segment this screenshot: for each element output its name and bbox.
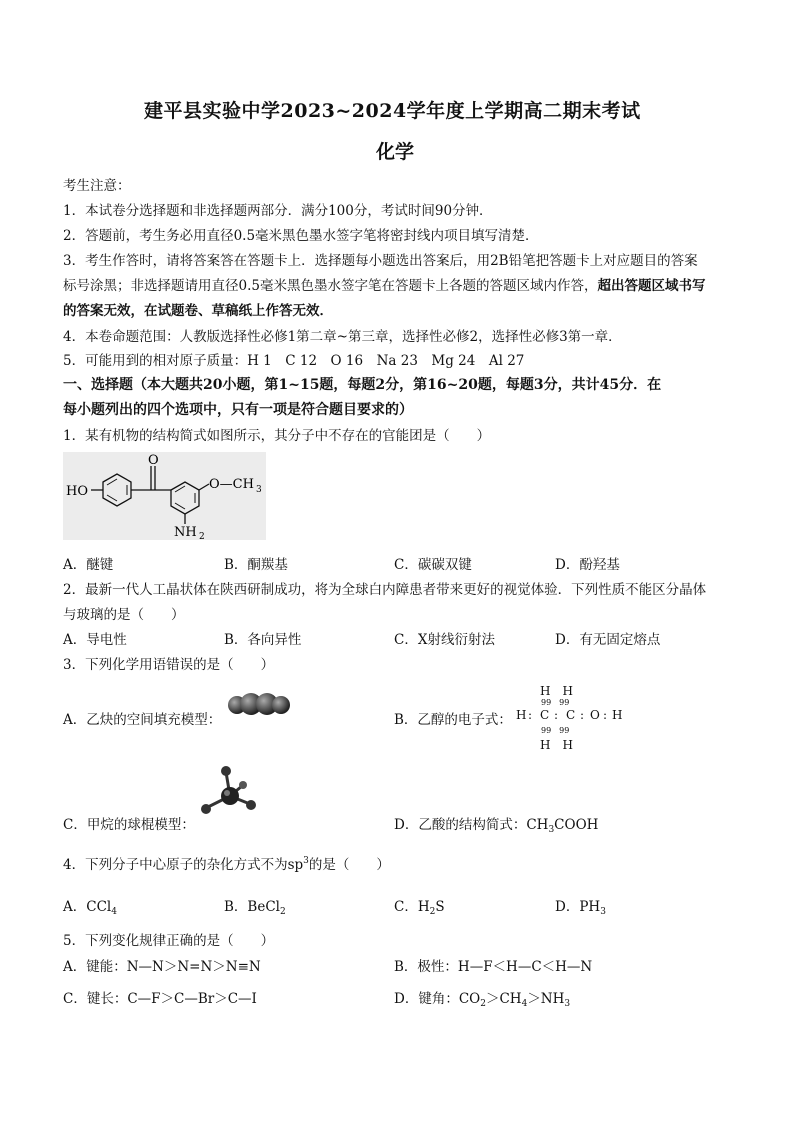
q2-option-c: C．X射线衍射法 — [394, 632, 495, 648]
q2-option-b: B．各向异性 — [224, 632, 302, 648]
methane-model-svg — [198, 764, 262, 824]
q1-structure-svg — [63, 452, 266, 540]
q1-struct-o: O — [148, 453, 159, 468]
notice-item-4: 4．本卷命题范围：人教版选择性必修1第二章~第三章，选择性必修2，选择性必修3第一章． — [63, 329, 622, 345]
q1-option-c: C．碳碳双键 — [394, 557, 472, 573]
q1-struct-ho: HO — [66, 484, 88, 499]
section-heading-line1: 一、选择题（本大题共20小题，第1~15题，每题2分，第16~20题，每题3分，共计45分．在 — [63, 377, 662, 393]
q3-option-d-formula: CH — [526, 817, 549, 833]
notice-heading: 考生注意： — [63, 178, 131, 194]
ef-colon-3: : — [580, 708, 585, 722]
q4-option-b-sub: 2 — [279, 907, 286, 917]
ef-o: O — [590, 708, 600, 722]
ef-h-left: H — [516, 708, 527, 722]
q4-option-d — [555, 895, 606, 917]
q5-option-d — [394, 987, 570, 1009]
exam-title: 建平县实验中学2023~2024学年度上学期高二期末考试 — [144, 100, 641, 122]
q3-option-b-label: B．乙醇的电子式： — [394, 712, 512, 728]
q3-option-d — [394, 813, 598, 835]
q3-option-c: C．甲烷的球棍模型： — [63, 817, 195, 833]
q3-option-a: A．乙炔的空间填充模型： — [63, 712, 222, 728]
q4-option-c-sub: 2 — [429, 907, 436, 917]
q5-option-d-sub2: 4 — [521, 999, 528, 1009]
subject-title: 化学 — [376, 141, 415, 163]
notice-item-1: 1．本试卷分选择题和非选择题两部分．满分100分，考试时间90分钟． — [63, 203, 493, 219]
notice-item-3-cont — [63, 274, 705, 294]
q3-option-d-sub: 3 — [548, 825, 555, 835]
q1-structure-figure — [63, 452, 266, 540]
q3-option-d-label: D．乙酸的结构简式： — [394, 817, 527, 833]
ef-h-right: H — [612, 708, 623, 722]
q4-option-d-sub: 3 — [600, 907, 606, 917]
q4-option-b-text: B．BeCl — [224, 899, 280, 915]
q4-option-c-text: C．H — [394, 899, 430, 915]
q1-struct-och3: O—CH — [209, 477, 254, 492]
q1-struct-nh2: NH — [174, 525, 197, 540]
methane-ball-stick-model — [198, 764, 262, 824]
q4-stem-pre: 4．下列分子中心原子的杂化方式不为sp — [63, 857, 304, 873]
q5-option-d-sub1: 2 — [480, 999, 486, 1009]
ef-c2: C — [566, 708, 576, 722]
notice-item-3-bold: 超出答题区域书写 — [597, 278, 706, 294]
q2-option-d: D．有无固定熔点 — [555, 632, 661, 648]
ethanol-electron-formula — [516, 682, 626, 752]
ef-top-h: H H — [540, 684, 573, 698]
ef-bottom-dots: 99 99 — [541, 726, 570, 735]
q4-option-a — [63, 895, 117, 917]
q4-stem-post: 的是（ ） — [308, 857, 390, 873]
q4-stem — [63, 853, 390, 873]
q5-option-d-mid2: ＞NH — [527, 991, 565, 1007]
q1-option-b: B．酮羰基 — [224, 557, 288, 573]
q4-option-a-text: A．CCl — [63, 899, 112, 915]
q5-stem: 5．下列变化规律正确的是（ ） — [63, 933, 275, 949]
q1-struct-och3-sub: 3 — [256, 485, 262, 495]
q5-option-a: A．键能：N—N＞N=N＞N≡N — [63, 959, 261, 975]
ef-colon-4: : — [603, 708, 608, 722]
ef-bottom-h: H H — [540, 738, 573, 752]
q3-stem: 3．下列化学用语错误的是（ ） — [63, 657, 275, 673]
ef-colon-1: : — [528, 708, 533, 722]
q4-option-d-text: D．PH — [555, 899, 601, 915]
q2-stem-line2: 与玻璃的是（ ） — [63, 607, 185, 623]
notice-item-5: 5．可能用到的相对原子质量：H 1 C 12 O 16 Na 23 Mg 24 Al 27 — [63, 353, 525, 369]
q4-option-c — [394, 895, 445, 917]
section-heading-line2: 每小题列出的四个选项中，只有一项是符合题目要求的） — [63, 402, 413, 418]
q5-option-b: B．极性：H—F＜H—C＜H—N — [394, 959, 593, 975]
q1-struct-nh2-sub: 2 — [199, 532, 205, 540]
q2-stem-line1: 2．最新一代人工晶状体在陕西研制成功，将为全球白内障患者带来更好的视觉体验．下列性质不能区分晶体 — [63, 582, 707, 598]
q1-option-d: D．酚羟基 — [555, 557, 620, 573]
q2-option-a: A．导电性 — [63, 632, 127, 648]
q5-option-d-mid: ＞CH — [485, 991, 522, 1007]
q5-option-d-sub3: 3 — [564, 999, 571, 1009]
notice-item-3: 3．考生作答时，请将答案答在答题卡上．选择题每小题选出答案后，用2B铅笔把答题卡上对应题目的答案 — [63, 253, 698, 269]
notice-item-3-end: 的答案无效，在试题卷、草稿纸上作答无效． — [63, 303, 333, 319]
q4-stem-sup: 3 — [303, 856, 309, 866]
ef-top-dots: 99 99 — [541, 698, 570, 707]
q1-option-a: A．醚键 — [63, 557, 114, 573]
q3-option-d-rest: COOH — [554, 817, 599, 833]
ef-colon-2: : — [554, 708, 559, 722]
q5-option-c: C．键长：C—F＞C—Br＞C—I — [63, 991, 257, 1007]
q4-option-a-sub: 4 — [111, 907, 117, 917]
notice-item-3-cont-text: 标号涂黑；非选择题请用直径0.5毫米黑色墨水签字笔在答题卡上各题的答题区域内作答， — [63, 278, 598, 294]
q4-option-b — [224, 895, 286, 917]
q5-option-d-pre: D．键角：CO — [394, 991, 481, 1007]
notice-item-2: 2．答题前，考生务必用直径0.5毫米黑色墨水签字笔将密封线内项目填写清楚． — [63, 228, 539, 244]
q1-stem: 1．某有机物的结构简式如图所示，其分子中不存在的官能团是（ ） — [63, 428, 491, 444]
ef-c1: C — [540, 708, 550, 722]
acetylene-space-filling-model — [228, 692, 292, 718]
q4-option-c-post: S — [435, 899, 445, 915]
